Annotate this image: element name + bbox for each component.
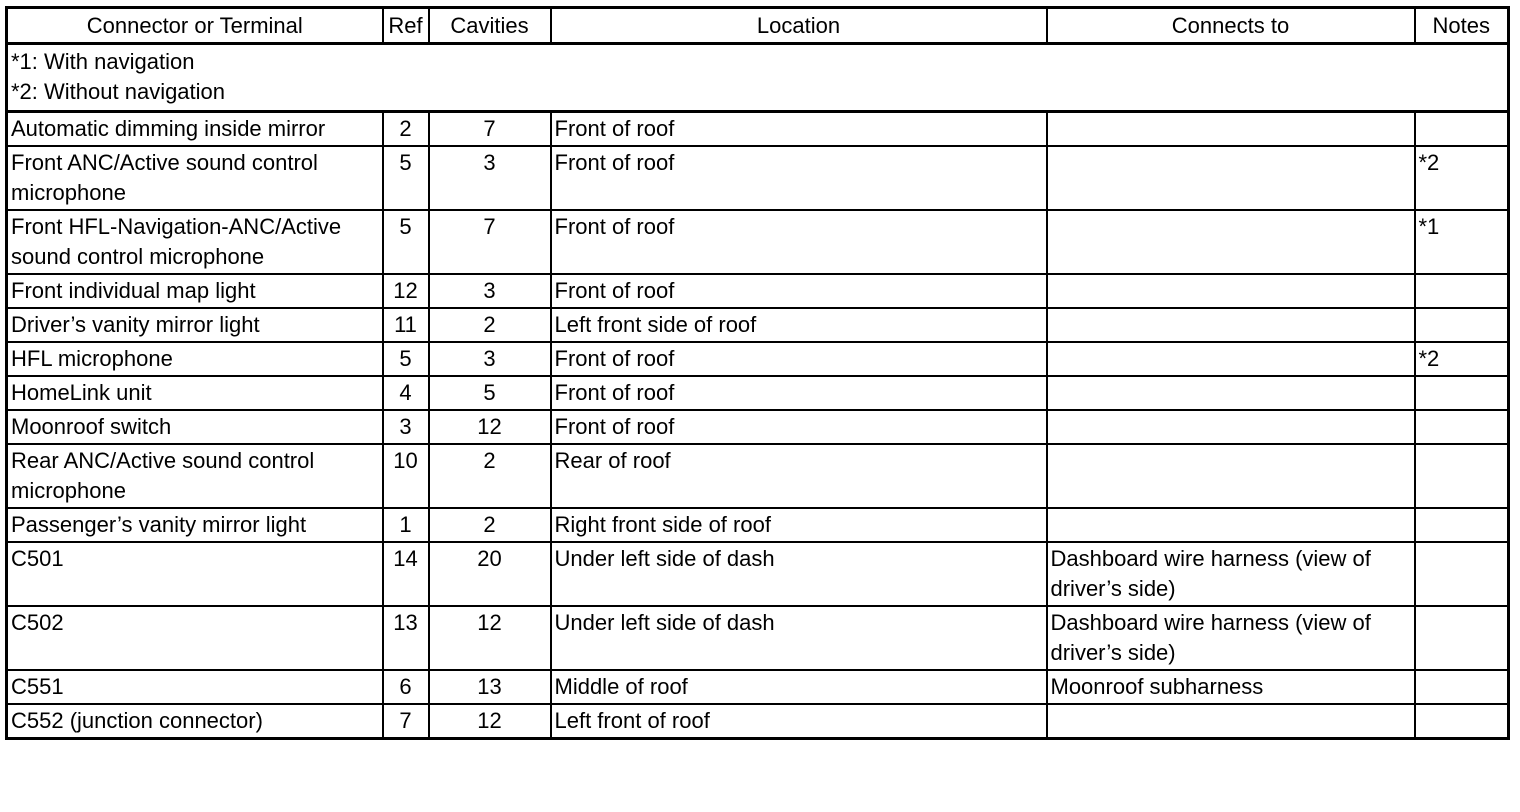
cell-connector: Passenger’s vanity mirror light xyxy=(7,508,383,542)
table-row xyxy=(7,704,1509,739)
cell-location: Left front side of roof xyxy=(551,308,1047,342)
cell-ref: 5 xyxy=(383,210,429,274)
cell-cavities: 13 xyxy=(429,670,551,704)
footnote-1: *1: With navigation xyxy=(11,49,195,74)
cell-cavities: 2 xyxy=(429,508,551,542)
table-row xyxy=(7,542,1509,606)
connector-table xyxy=(5,6,1510,740)
cell-connects-to xyxy=(1047,210,1415,274)
cell-ref: 11 xyxy=(383,308,429,342)
cell-ref: 7 xyxy=(383,704,429,739)
footnotes-cell xyxy=(7,44,1509,112)
header-connector: Connector or Terminal xyxy=(7,8,383,44)
table-row xyxy=(7,508,1509,542)
table-row xyxy=(7,670,1509,704)
cell-location: Front of roof xyxy=(551,410,1047,444)
cell-cavities: 7 xyxy=(429,112,551,147)
cell-connects-to: Dashboard wire harness (view of driver’s side) xyxy=(1047,606,1415,670)
cell-connects-to xyxy=(1047,274,1415,308)
cell-ref: 5 xyxy=(383,146,429,210)
table-row xyxy=(7,410,1509,444)
cell-ref: 1 xyxy=(383,508,429,542)
cell-notes xyxy=(1415,704,1509,739)
cell-notes: *1 xyxy=(1415,210,1509,274)
cell-connects-to xyxy=(1047,146,1415,210)
cell-cavities: 12 xyxy=(429,410,551,444)
cell-notes xyxy=(1415,444,1509,508)
table-row xyxy=(7,274,1509,308)
cell-connector: Front individual map light xyxy=(7,274,383,308)
cell-connector: Front HFL-Navigation-ANC/Active sound control microphone xyxy=(7,210,383,274)
cell-notes xyxy=(1415,274,1509,308)
cell-location: Front of roof xyxy=(551,376,1047,410)
cell-connects-to xyxy=(1047,376,1415,410)
cell-ref: 3 xyxy=(383,410,429,444)
table-row xyxy=(7,308,1509,342)
cell-notes xyxy=(1415,542,1509,606)
header-notes: Notes xyxy=(1415,8,1509,44)
cell-location: Under left side of dash xyxy=(551,542,1047,606)
cell-connector: C501 xyxy=(7,542,383,606)
table-row xyxy=(7,210,1509,274)
cell-connects-to xyxy=(1047,112,1415,147)
header-ref: Ref xyxy=(383,8,429,44)
cell-location: Front of roof xyxy=(551,342,1047,376)
cell-notes xyxy=(1415,376,1509,410)
cell-cavities: 12 xyxy=(429,606,551,670)
cell-cavities: 12 xyxy=(429,704,551,739)
cell-connector: HFL microphone xyxy=(7,342,383,376)
cell-notes xyxy=(1415,606,1509,670)
cell-connects-to xyxy=(1047,508,1415,542)
cell-connects-to: Moonroof subharness xyxy=(1047,670,1415,704)
cell-cavities: 3 xyxy=(429,274,551,308)
cell-cavities: 3 xyxy=(429,342,551,376)
cell-location: Front of roof xyxy=(551,210,1047,274)
cell-connects-to: Dashboard wire harness (view of driver’s side) xyxy=(1047,542,1415,606)
cell-connector: C502 xyxy=(7,606,383,670)
cell-connector: Driver’s vanity mirror light xyxy=(7,308,383,342)
cell-ref: 4 xyxy=(383,376,429,410)
cell-connector: Rear ANC/Active sound control microphone xyxy=(7,444,383,508)
cell-location: Middle of roof xyxy=(551,670,1047,704)
cell-cavities: 2 xyxy=(429,444,551,508)
cell-notes: *2 xyxy=(1415,146,1509,210)
table-row xyxy=(7,146,1509,210)
cell-connector: Front ANC/Active sound control microphone xyxy=(7,146,383,210)
cell-notes: *2 xyxy=(1415,342,1509,376)
cell-notes xyxy=(1415,410,1509,444)
cell-cavities: 2 xyxy=(429,308,551,342)
cell-location: Front of roof xyxy=(551,146,1047,210)
cell-cavities: 5 xyxy=(429,376,551,410)
cell-ref: 12 xyxy=(383,274,429,308)
cell-connects-to xyxy=(1047,444,1415,508)
cell-notes xyxy=(1415,308,1509,342)
table-row xyxy=(7,112,1509,147)
cell-location: Right front side of roof xyxy=(551,508,1047,542)
cell-location: Under left side of dash xyxy=(551,606,1047,670)
table-row xyxy=(7,444,1509,508)
cell-ref: 14 xyxy=(383,542,429,606)
cell-location: Front of roof xyxy=(551,112,1047,147)
table-row xyxy=(7,342,1509,376)
cell-notes xyxy=(1415,670,1509,704)
cell-connects-to xyxy=(1047,342,1415,376)
cell-location: Front of roof xyxy=(551,274,1047,308)
cell-ref: 13 xyxy=(383,606,429,670)
cell-notes xyxy=(1415,508,1509,542)
header-location: Location xyxy=(551,8,1047,44)
cell-ref: 2 xyxy=(383,112,429,147)
header-cavities: Cavities xyxy=(429,8,551,44)
cell-connects-to xyxy=(1047,308,1415,342)
header-connects-to: Connects to xyxy=(1047,8,1415,44)
cell-ref: 6 xyxy=(383,670,429,704)
table-row xyxy=(7,606,1509,670)
cell-location: Left front of roof xyxy=(551,704,1047,739)
connector-table-container xyxy=(5,6,1510,740)
cell-connector: Moonroof switch xyxy=(7,410,383,444)
cell-cavities: 3 xyxy=(429,146,551,210)
cell-ref: 10 xyxy=(383,444,429,508)
cell-connector: HomeLink unit xyxy=(7,376,383,410)
cell-notes xyxy=(1415,112,1509,147)
footnotes-row xyxy=(7,44,1509,112)
footnote-2: *2: Without navigation xyxy=(11,79,226,104)
cell-connects-to xyxy=(1047,704,1415,739)
cell-connects-to xyxy=(1047,410,1415,444)
cell-cavities: 20 xyxy=(429,542,551,606)
cell-cavities: 7 xyxy=(429,210,551,274)
cell-connector: Automatic dimming inside mirror xyxy=(7,112,383,147)
table-row xyxy=(7,376,1509,410)
cell-ref: 5 xyxy=(383,342,429,376)
cell-connector: C552 (junction connector) xyxy=(7,704,383,739)
header-row xyxy=(7,8,1509,44)
cell-connector: C551 xyxy=(7,670,383,704)
cell-location: Rear of roof xyxy=(551,444,1047,508)
